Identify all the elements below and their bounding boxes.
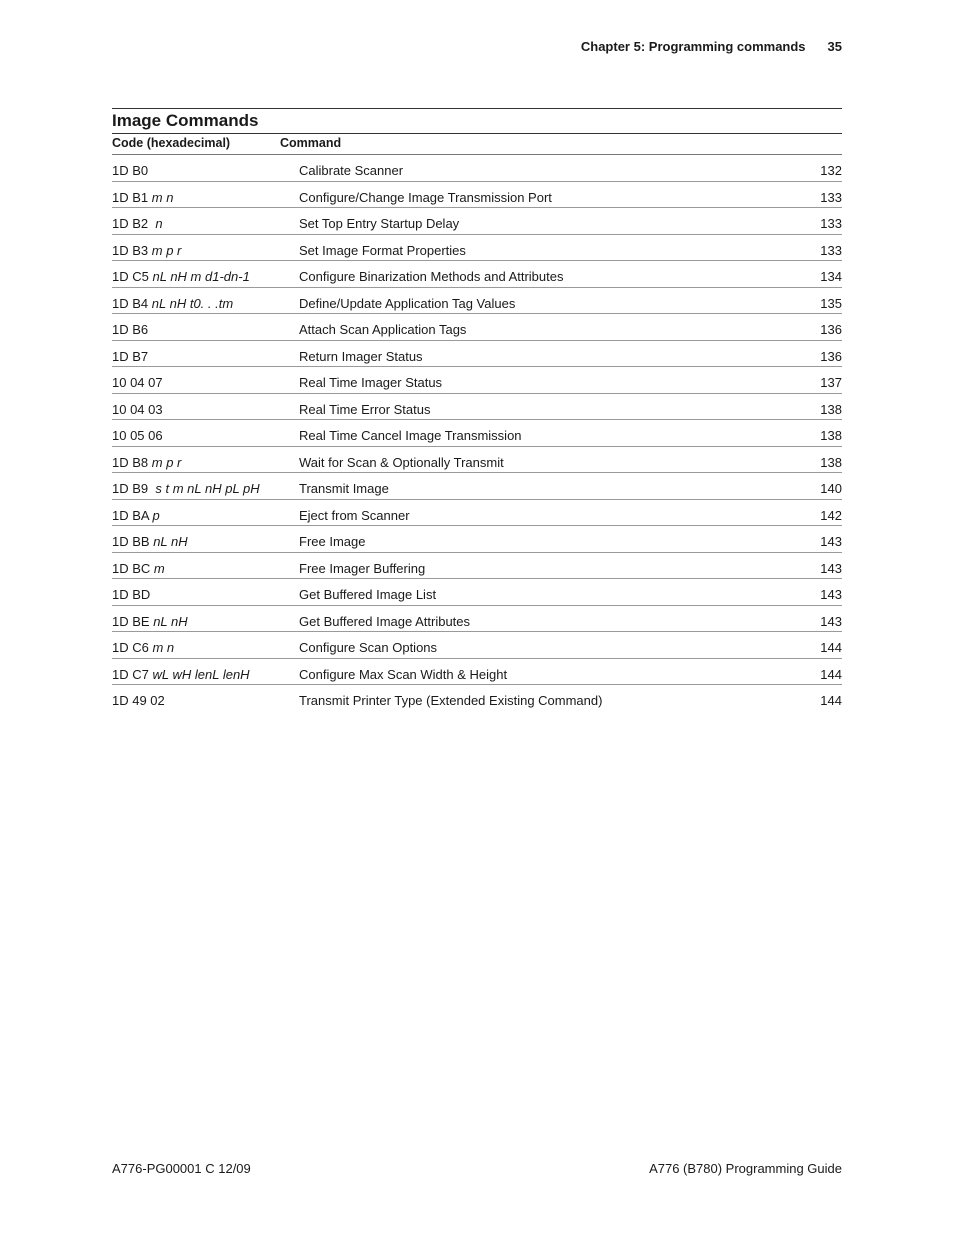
page-reference: 134 <box>820 269 842 284</box>
command-code <box>112 614 188 629</box>
command-code <box>112 322 148 337</box>
page-reference: 133 <box>820 216 842 231</box>
page-reference: 136 <box>820 348 842 364</box>
command-code <box>112 163 148 178</box>
command-name: Configure/Change Image Transmission Port <box>299 189 552 205</box>
footer-doc-id: A776-PG00001 C 12/09 <box>112 1161 251 1176</box>
command-parameters: nL nH m d1-dn-1 <box>152 269 250 284</box>
table-row <box>112 235 842 262</box>
command-name: Get Buffered Image List <box>299 587 437 602</box>
table-row <box>112 632 842 659</box>
command-code-hex: 1D BC <box>112 560 151 576</box>
section-title: Image Commands <box>112 109 842 134</box>
command-code-hex: 1D B4 <box>112 295 149 311</box>
command-code-hex: 1D B8 <box>112 454 149 470</box>
page-reference: 135 <box>820 295 842 311</box>
command-name: Free Imager Buffering <box>299 560 426 576</box>
command-code-hex: 1D BA <box>112 507 149 523</box>
command-code <box>112 216 163 231</box>
command-parameters: p <box>152 507 160 523</box>
table-row <box>112 447 842 474</box>
command-name: Define/Update Application Tag Values <box>299 295 516 311</box>
command-code-hex: 1D BD <box>112 587 151 602</box>
table-row <box>112 659 842 686</box>
command-code-hex: 1D B6 <box>112 322 149 337</box>
command-name: Real Time Imager Status <box>299 375 443 390</box>
command-name: Transmit Image <box>299 481 389 496</box>
command-parameters: m <box>153 560 165 576</box>
command-parameters: nL nH <box>153 613 188 629</box>
page-reference: 138 <box>820 428 842 443</box>
page-reference: 143 <box>820 613 842 629</box>
command-code-hex: 1D B3 <box>112 242 149 258</box>
command-code <box>112 455 181 470</box>
command-code <box>112 190 173 205</box>
command-parameters: m n <box>151 189 174 205</box>
command-table-body <box>112 155 842 711</box>
command-name: Get Buffered Image Attributes <box>299 613 471 629</box>
page-reference: 144 <box>820 666 842 682</box>
command-code <box>112 534 188 549</box>
page-number: 35 <box>827 39 842 54</box>
page-reference: 133 <box>820 189 842 205</box>
table-row <box>112 394 842 421</box>
command-name: Configure Scan Options <box>299 640 438 655</box>
page-reference: 144 <box>820 693 842 708</box>
command-code-hex: 10 04 07 <box>112 375 163 390</box>
command-name: Free Image <box>299 534 366 549</box>
command-code <box>112 402 163 417</box>
command-parameters: s t m nL nH pL pH <box>151 481 260 496</box>
table-row <box>112 208 842 235</box>
command-code-hex: 1D C6 <box>112 640 149 655</box>
table-row <box>112 182 842 209</box>
table-row <box>112 367 842 394</box>
chapter-title: Chapter 5: Programming commands <box>580 39 806 54</box>
command-code-hex: 1D BB <box>112 534 150 549</box>
command-code <box>112 508 160 523</box>
page-reference: 133 <box>820 242 842 258</box>
table-row <box>112 288 842 315</box>
command-code-hex: 1D BE <box>112 613 150 629</box>
page-reference: 137 <box>820 375 842 390</box>
command-name: Eject from Scanner <box>299 507 410 523</box>
command-parameters: n <box>151 216 163 231</box>
command-code-hex: 1D B1 <box>112 189 149 205</box>
command-name: Set Image Format Properties <box>299 242 466 258</box>
table-row <box>112 553 842 580</box>
command-name: Set Top Entry Startup Delay <box>299 216 460 231</box>
command-code-hex: 10 05 06 <box>112 428 163 443</box>
page-reference: 138 <box>820 454 842 470</box>
page-reference: 138 <box>820 401 842 417</box>
footer-guide-title: A776 (B780) Programming Guide <box>649 1161 842 1176</box>
command-code <box>112 269 250 284</box>
command-code-hex: 1D B0 <box>112 163 149 178</box>
table-row <box>112 579 842 606</box>
command-parameters: nL nH t0. . .tm <box>151 295 234 311</box>
command-code <box>112 587 150 602</box>
command-parameters: nL nH <box>153 534 188 549</box>
table-row <box>112 526 842 553</box>
table-row <box>112 314 842 341</box>
command-name: Configure Binarization Methods and Attributes <box>299 269 564 284</box>
command-name: Real Time Cancel Image Transmission <box>299 428 522 443</box>
command-name: Calibrate Scanner <box>299 163 404 178</box>
command-code-hex: 1D 49 02 <box>112 693 165 708</box>
command-name: Real Time Error Status <box>299 401 431 417</box>
column-header-command: Command <box>280 136 342 150</box>
page-reference: 142 <box>820 507 842 523</box>
command-code <box>112 296 233 311</box>
page-reference: 140 <box>820 481 842 496</box>
command-code <box>112 561 165 576</box>
command-code <box>112 667 250 682</box>
command-name: Transmit Printer Type (Extended Existing Command) <box>299 693 603 708</box>
command-code <box>112 375 163 390</box>
command-code-hex: 10 04 03 <box>112 401 163 417</box>
command-code-hex: 1D C5 <box>112 269 149 284</box>
running-header <box>581 39 842 54</box>
command-parameters: m p r <box>151 242 182 258</box>
command-code <box>112 243 181 258</box>
page-reference: 143 <box>820 534 842 549</box>
table-row <box>112 155 842 182</box>
command-name: Configure Max Scan Width & Height <box>299 666 508 682</box>
page-reference: 143 <box>820 587 842 602</box>
table-row <box>112 341 842 368</box>
command-code-hex: 1D C7 <box>112 666 149 682</box>
page-reference: 136 <box>820 322 842 337</box>
command-name: Wait for Scan & Optionally Transmit <box>299 454 504 470</box>
page-reference: 132 <box>820 163 842 178</box>
command-name: Return Imager Status <box>299 348 423 364</box>
command-code <box>112 481 260 496</box>
command-code <box>112 640 174 655</box>
table-row <box>112 261 842 288</box>
table-row <box>112 606 842 633</box>
table-header <box>112 134 842 155</box>
table-row <box>112 685 842 711</box>
command-code <box>112 693 165 708</box>
command-parameters: m p r <box>151 454 182 470</box>
table-row <box>112 420 842 447</box>
command-name: Attach Scan Application Tags <box>299 322 467 337</box>
page-reference: 144 <box>820 640 842 655</box>
page-reference: 143 <box>820 560 842 576</box>
command-parameters: wL wH lenL lenH <box>152 666 250 682</box>
table-row <box>112 500 842 527</box>
column-header-code: Code (hexadecimal) <box>112 136 231 150</box>
command-code-hex: 1D B9 <box>112 481 149 496</box>
command-code-hex: 1D B7 <box>112 348 149 364</box>
table-row <box>112 473 842 500</box>
command-code <box>112 349 148 364</box>
command-code <box>112 428 163 443</box>
image-commands-section <box>112 108 842 711</box>
command-parameters: m n <box>152 640 175 655</box>
command-code-hex: 1D B2 <box>112 216 149 231</box>
